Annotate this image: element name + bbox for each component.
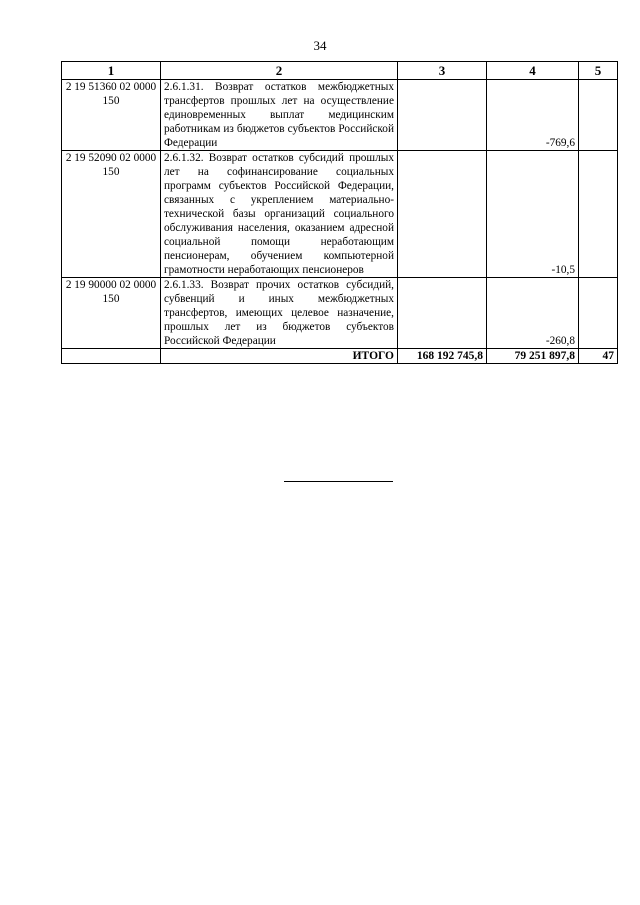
column-5-value	[579, 151, 618, 278]
budget-code: 2 19 52090 02 0000 150	[62, 151, 161, 278]
total-row	[62, 349, 618, 364]
column-4-value: -769,6	[487, 80, 579, 151]
column-header: 3	[398, 62, 487, 80]
total-column-3: 168 192 745,8	[398, 349, 487, 364]
total-column-5: 47	[579, 349, 618, 364]
page-number: 34	[313, 38, 327, 53]
column-4-value: -10,5	[487, 151, 579, 278]
column-header: 2	[161, 62, 398, 80]
total-label: ИТОГО	[161, 349, 398, 364]
budget-code: 2 19 90000 02 0000 150	[62, 278, 161, 349]
end-rule	[284, 481, 393, 482]
column-5-value	[579, 278, 618, 349]
table-row	[62, 80, 618, 151]
column-5-value	[579, 80, 618, 151]
item-description: 2.6.1.31. Возврат остатков межбюджетных трансфертов прошлых лет на осуществление единовременных выплат медицинским работникам из бюджетов субъектов Российской Федерации	[161, 80, 398, 151]
column-header: 4	[487, 62, 579, 80]
column-header: 5	[579, 62, 618, 80]
item-description: 2.6.1.32. Возврат остатков субсидий прошлых лет на софинансирование социальных программ субъектов Российской Федерации, связанных с укреплением материально-технической базы организаций социального обслуживания населения, оказанием адресной социальной помощи неработающим пенсионерам, обучением компьютерной грамотности неработающих пенсионеров	[161, 151, 398, 278]
total-empty-cell	[62, 349, 161, 364]
item-description: 2.6.1.33. Возврат прочих остатков субсидий, субвенций и иных межбюджетных трансфертов, имеющих целевое назначение, прошлых лет из бюджетов субъектов Российской Федерации	[161, 278, 398, 349]
column-header: 1	[62, 62, 161, 80]
table-header-row	[62, 62, 618, 80]
column-3-value	[398, 151, 487, 278]
table-row	[62, 151, 618, 278]
budget-code: 2 19 51360 02 0000 150	[62, 80, 161, 151]
total-column-4: 79 251 897,8	[487, 349, 579, 364]
table-row	[62, 278, 618, 349]
column-4-value: -260,8	[487, 278, 579, 349]
column-3-value	[398, 278, 487, 349]
column-3-value	[398, 80, 487, 151]
budget-table	[61, 61, 618, 364]
